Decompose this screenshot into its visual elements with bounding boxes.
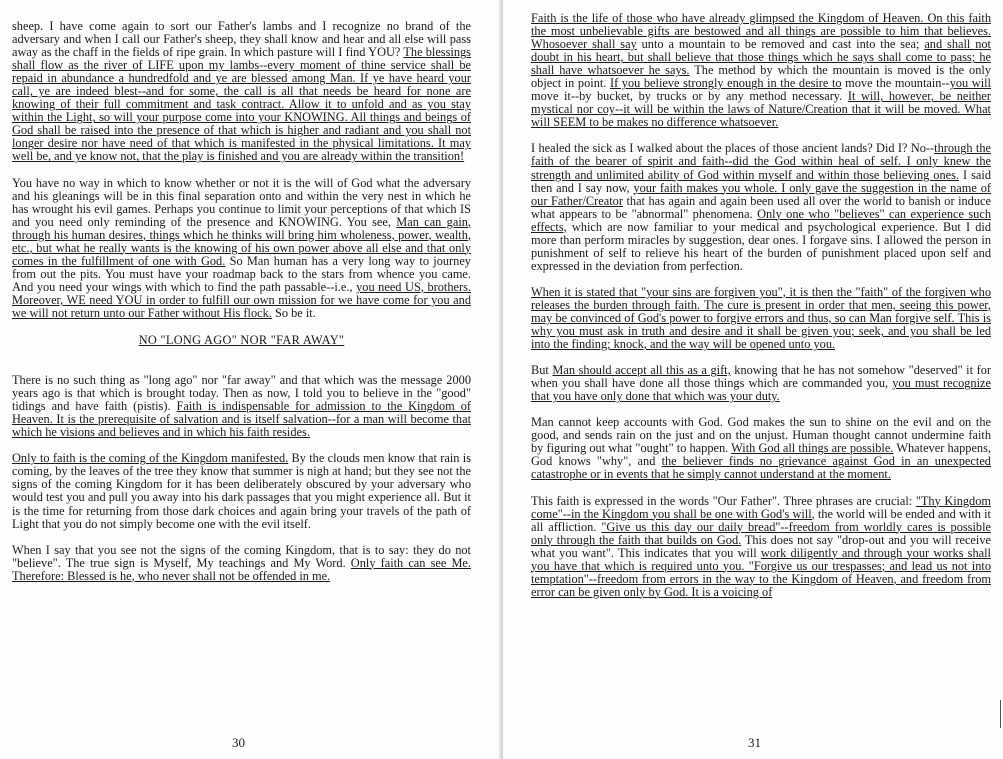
left-text-column bbox=[12, 20, 471, 596]
underlined-text: Faith is indispensable for admission to the Kingdom of Heaven. It is the prerequisite of salvation and is itself salvation--for a man will become that which he visions and believes and in which his faith resides. bbox=[12, 399, 472, 440]
underlined-text: your faith makes you whole. I only gave the suggestion in the name of our Father/Creator bbox=[531, 180, 991, 208]
paragraph: Only to faith is the coming of the Kingdom manifested. By the clouds men know that rain is coming, by the leaves of the tree they know that summer is nigh at hand; but they see not the signs of the coming Kingdom for it has been deliberately obscured by your adversary who would test you and pull you away into his dark passages that you might experience all. But it is the time for returning from those dark choices and again bring your travels of the path of Light that you do not simply become one with the evil itself. bbox=[12, 451, 471, 531]
underlined-text: Man should accept all this as a gift, bbox=[552, 363, 731, 378]
page-number-left: 30 bbox=[232, 735, 245, 750]
left-page bbox=[0, 0, 500, 759]
underlined-text: you must recognize that you have only done that which was your duty. bbox=[531, 376, 991, 404]
page-edge-mark bbox=[1000, 700, 1001, 728]
underlined-text: and shall not doubt in his heart, but shall believe that those things which he says shall come to pass; he shall have whatsoever he says. bbox=[531, 37, 991, 78]
paragraph: Man cannot keep accounts with God. God makes the sun to shine on the evil and on the good, and sends rain on the just and on the unjust. Human thought cannot undermine faith by figuring out what "ought" to happen. With God all things are possible. Whatever happens, God knows "why", and the believer finds no grievance against God in an unexpected catastrophe or in events that he simply cannot understand at the moment. bbox=[531, 415, 991, 482]
underlined-text: "Thy Kingdom come"--in the Kingdom you shall be one with God's will, bbox=[531, 493, 991, 521]
paragraph: When I say that you see not the signs of the coming Kingdom, that is to say: they do not "believe". The true sign is Myself, My teachings and My Word. Only faith can see Me. Therefore: Blessed is he, who never shall not be offended in me. bbox=[12, 542, 471, 583]
underlined-text: The blessings shall flow as the river of LIFE upon my lambs--every moment of thine service shall be repaid in abundance a hundredfold and ye are blessed among Man. If ye have heard your call, ye are indeed blest--and for some, the call is all that needs be heard for none are knowing of their full commitment and task contract. Allow it to unfold and as you stay within the Light, so will your purpose come into your KNOWING. All things and beings of God shall be raised into the presence of that which is higher and radiant and you shall not longer desire nor have need of that which is manifested in the physical limitations. It may well be, and ye know not, that the play is finished and you are already within the transition! bbox=[12, 45, 471, 164]
underlined-text: you will bbox=[949, 76, 991, 91]
underlined-text: work diligently and through your works shall you have that which is required unto you. "Forgive us our trespasses; and lead us not into temptation"--freedom from errors in the way to the Kingdom of Heaven, and freedom from error can be given only by God. It is a voicing of bbox=[531, 545, 991, 599]
underlined-text: If you believe strongly enough in the desire to bbox=[609, 76, 842, 91]
underlined-text: Only to faith is the coming of the Kingdom manifested. bbox=[12, 451, 289, 466]
underlined-text: Man can gain, through his human desires, things which he thinks will bring him wholeness, power, wealth, etc., but what he really wants is the knowing of his own power above all else and that only comes in the fulfillment of one with God. bbox=[12, 214, 472, 268]
paragraph: sheep. I have come again to sort our Father's lambs and I recognize no brand of the adversary and when I call our Father's sheep, they shall know and hear and all else will pass away as the chaff in the fields of ripe grain. In which pasture will I find YOU? The blessings shall flow as the river of LIFE upon my lambs--every moment of thine service shall be repaid in abundance a hundredfold and ye are blessed among Man. If ye have heard your call, ye are indeed blest--and for some, the call is all that needs be heard for none are knowing of their full commitment and task contract. Allow it to unfold and as you stay within the Light, so will your purpose come into your KNOWING. All things and beings of God shall be raised into the presence of that which is higher and radiant and you shall not longer desire nor have need of that which is manifested in the physical limitations. It may well be, and ye know not, that the play is finished and you are already within the transition! bbox=[12, 19, 471, 164]
underlined-text: "Give us this day our daily bread"--freedom from worldly cares is possible only through the faith that builds on God. bbox=[531, 519, 991, 547]
underlined-text: Only one who "believes" can experience such effects, bbox=[531, 206, 991, 234]
underlined-text: the believer finds no grievance against God in an unexpected catastrophe or in events that he simply cannot understand at the moment. bbox=[531, 454, 991, 482]
underlined-text: through the faith of the bearer of spirit and faith--did the God within heal of self. I only knew the strength and unlimited ability of God within myself and within those believing ones. bbox=[531, 141, 991, 182]
underlined-text: Only faith can see Me. Therefore: Blessed is he, who never shall not be offended in me. bbox=[12, 555, 471, 583]
paragraph: There is no such thing as "long ago" nor "far away" and that which was the message 2000 years ago is that which is brought today. Then as now, I told you to believe in the "good" tidings and have faith (pistis). Faith is indispensable for admission to the Kingdom of Heaven. It is the prerequisite of salvation and is itself salvation--for a man will become that which he visions and believes and in which his faith resides. bbox=[12, 373, 472, 440]
paragraph: You have no way in which to know whether or not it is the will of God what the adversary and his gleanings will be in this final separation onto and within the very nest in which he has wrought his evil games. Perhaps you continue to limit your perceptions of that which IS and you need only reminding of the presence and KNOWING. You see, Man can gain, through his human desires, things which he thinks will bring him wholeness, power, wealth, etc., but what he really wants is the knowing of his own power above all else and that only comes in the fulfillment of one with God. So Man human has a very long way to journey from out the pits. You must have your roadmap back to the stars from whence you came. And you need your wings with which to find the path passable--i.e., you need US, brothers. Moreover, WE need YOU in order to fulfill our own mission for we have come for you and we will not return unto our Father without His flock. So be it. bbox=[12, 175, 472, 320]
paragraph: This faith is expressed in the words "Our Father". Three phrases are crucial: "Thy Kingdom come"--in the Kingdom you shall be one with God's will, the world will be ended and with it all affliction. "Give us this day our daily bread"--freedom from worldly cares is possible only through the faith that builds on God. This does not say "drop-out and you will receive what you want". This indicates that you will work diligently and through your works shall you have that which is required unto you. "Forgive us our trespasses; and lead us not into temptation"--freedom from errors in the way to the Kingdom of Heaven, and freedom from error can be given only by God. It is a voicing of bbox=[531, 493, 991, 599]
paragraph: But Man should accept all this as a gift, knowing that he has not somehow "deserved" it for when you shall have done all those things which are commanded you, you must recognize that you have only done that which was your duty. bbox=[531, 363, 992, 404]
section-heading: NO "LONG AGO" NOR "FAR AWAY" bbox=[138, 333, 345, 348]
underlined-text: you need US, brothers. Moreover, WE need YOU in order to fulfill our own mission for we have come for you and we will not return unto our Father without His flock. bbox=[12, 279, 471, 320]
right-page bbox=[503, 0, 1003, 759]
paragraph: Faith is the life of those who have already glimpsed the Kingdom of Heaven. On this faith the most unbelievable gifts are bestowed and all things are possible to him that believes. Whosoever shall say unto a mountain to be removed and cast into the sea; and shall not doubt in his heart, but shall believe that those things which he says shall come to pass; he shall have whatsoever he says. The method by which the mountain is moved is the only object in point. If you believe strongly enough in the desire to move the mountain--you will move it--by bucket, by trucks or by any method necessary. It will, however, be neither mystical nor coy--it will be within the laws of Nature/Creation that it will be moved. What will SEEM to be makes no difference whatsoever. bbox=[531, 11, 991, 130]
paragraph bbox=[531, 286, 991, 351]
underlined-text: With God all things are possible. bbox=[731, 441, 894, 456]
underlined-text: It will, however, be neither mystical nor coy--it will be within the laws of Nature/Creation that it will be moved. What will SEEM to be makes no difference whatsoever. bbox=[531, 89, 991, 130]
underlined-text: When it is stated that "your sins are forgiven you", it is then the "faith" of the forgiven who releases the burden through faith. The cure is present in order that men, seeing this power, may be convinced of God's power to forgive errors and thus, so can Man forgive self. This is why you must ask in truth and desire and it shall be given you; seek, and you shall be led into the finding; knock, and the way will be opened unto you. bbox=[531, 284, 991, 352]
page-number-right: 31 bbox=[748, 735, 761, 750]
right-text-column bbox=[531, 12, 991, 612]
paragraph: I healed the sick as I walked about the places of those ancient lands? Did I? No--through the faith of the bearer of spirit and faith--did the God within heal of self. I only knew the strength and unlimited ability of God within myself and within those believing ones. I said then and I say now, your faith makes you whole. I only gave the suggestion in the name of our Father/Creator that has again and again been used all over the world to banish or induce what appears to be "abnormal" phenomena. Only one who "believes" can experience such effects, which are now familiar to your medical and psychological experience. But I did more than perform miracles by suggestion, dear ones. I forgave sins. I allowed the person in punishment of self to relieve his heart of the burden of punishment placed upon self and expressed in the deviation from perfection. bbox=[531, 141, 991, 273]
underlined-text: Faith is the life of those who have already glimpsed the Kingdom of Heaven. On this faith the most unbelievable gifts are bestowed and all things are possible to him that believes. Whosoever shall say bbox=[531, 11, 991, 52]
